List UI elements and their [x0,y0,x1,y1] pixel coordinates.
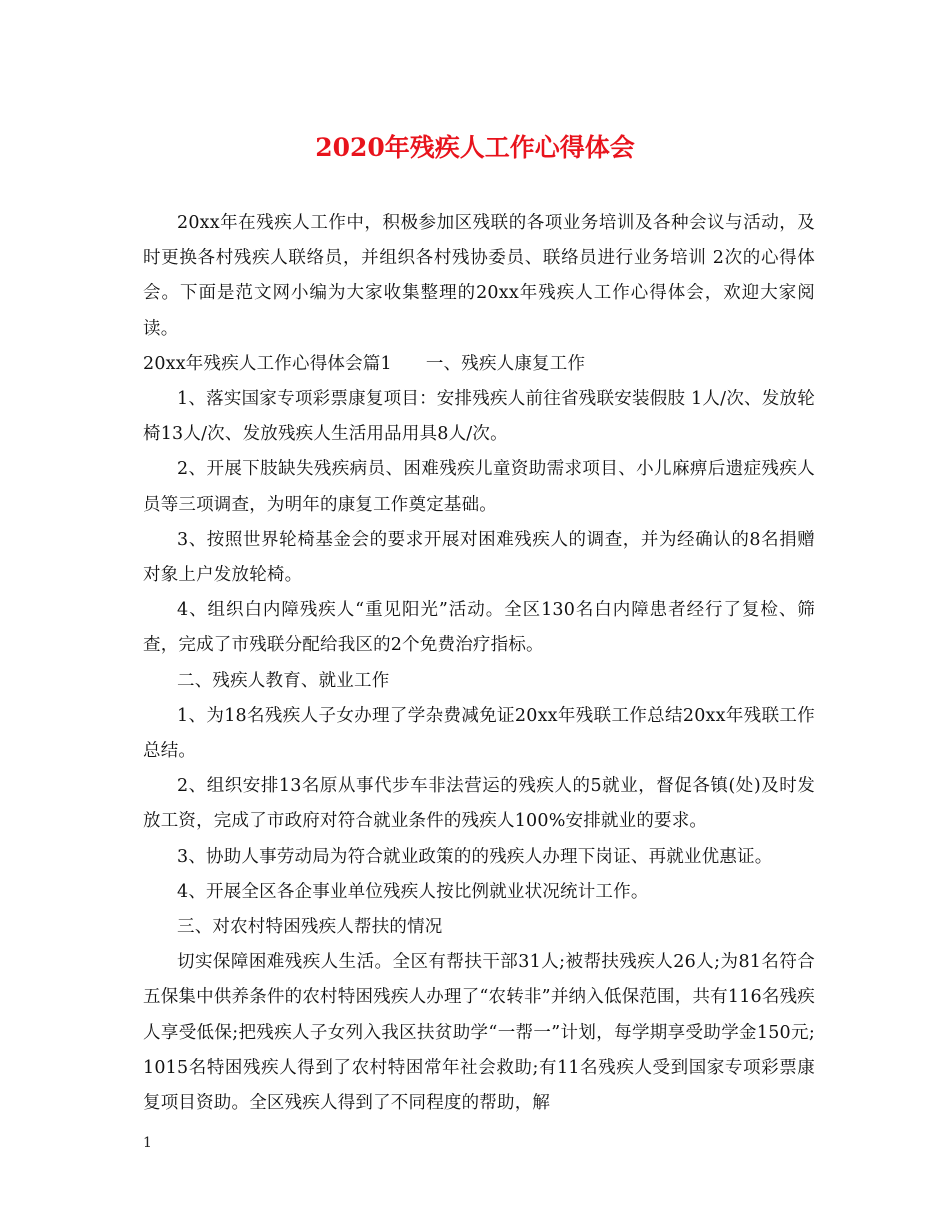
document-body [143,206,815,1121]
section-heading-2: 二、残疾人教育、就业工作 [177,670,390,691]
section3-paragraph: 切实保障困难残疾人生活。全区有帮扶干部31人;被帮扶残疾人26人;为81名符合五保集中供养条件的农村特困残疾人办理了“农转非”并纳入低保范围，共有116名残疾人享受低保;把残疾人子女列入我区扶贫助学“一帮一”计划，每学期享受助学金150元;1015名特困残疾人得到了农村特困常年社会救助;有11名残疾人受到国家专项彩票康复项目资助。全区残疾人得到了不同程度的帮助，解 [143,952,815,1114]
section-heading-1: 一、残疾人康复工作 [425,353,586,374]
section2-item: 4、开展全区各企事业单位残疾人按比例就业状况统计工作。 [177,881,649,902]
section1-item: 3、按照世界轮椅基金会的要求开展对困难残疾人的调查，并为经确认的8名捐赠对象上户发放轮椅。 [143,529,815,586]
chapter-heading: 20xx年残疾人工作心得体会篇1 [143,353,392,374]
section1-item: 4、组织白内障残疾人“重见阳光”活动。全区130名白内障患者经行了复检、筛查，完成了市残联分配给我区的2个免费治疗指标。 [143,600,815,656]
intro-paragraph: 20xx年在残疾人工作中，积极参加区残联的各项业务培训及各种会议与活动，及时更换各村残疾人联络员，并组织各村残协委员、联络员进行业务培训 2次的心得体会。下面是范文网小编为大家收集整理的20xx年残疾人工作心得体会，欢迎大家阅读。 [143,213,815,339]
chapter-heading-line [143,347,815,382]
section2-item: 1、为18名残疾人子女办理了学杂费减免证20xx年残联工作总结20xx年残联工作总结。 [143,705,815,762]
document-title: 2020年残疾人工作心得体会 [315,133,635,162]
section2-item: 2、组织安排13名原从事代步车非法营运的残疾人的5就业，督促各镇(处)及时发放工资，完成了市政府对符合就业条件的残疾人100%安排就业的要求。 [143,776,815,832]
page-number: 1 [143,1135,152,1151]
section1-item: 2、开展下肢缺失残疾病员、困难残疾儿童资助需求项目、小儿麻痹后遗症残疾人员等三项调查，为明年的康复工作奠定基础。 [143,459,815,515]
section1-item: 1、落实国家专项彩票康复项目：安排残疾人前往省残联安装假肢 1人/次、发放轮椅13人/次、发放残疾人生活用品用具8人/次。 [143,389,815,445]
section-heading-3: 三、对农村特困残疾人帮扶的情况 [177,917,443,938]
section2-item: 3、协助人事劳动局为符合就业政策的的残疾人办理下岗证、再就业优惠证。 [177,846,773,867]
